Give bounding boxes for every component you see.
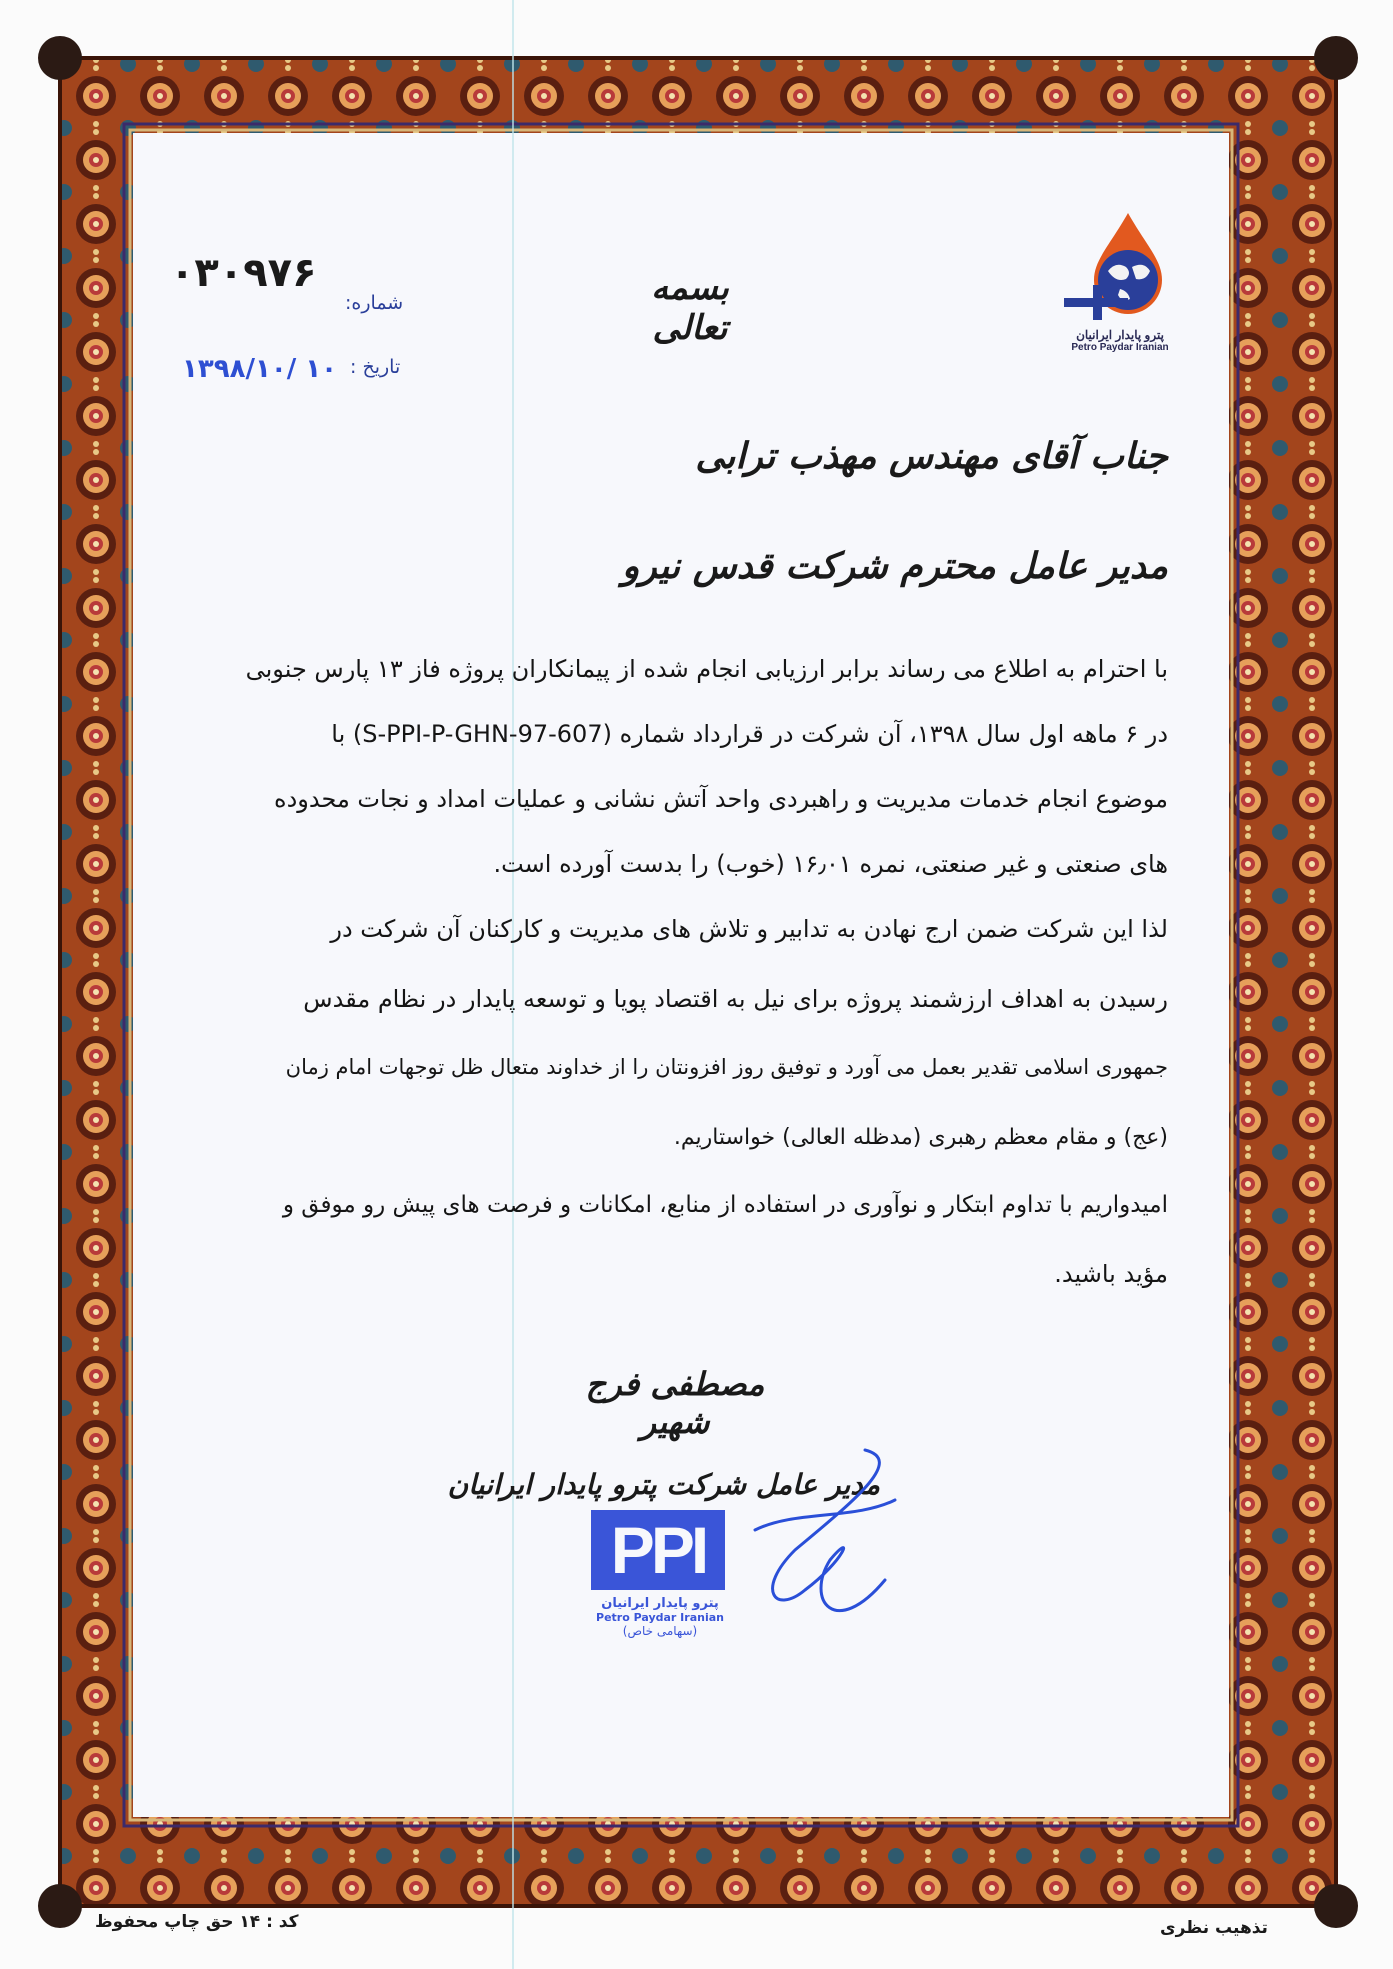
letter-number (160, 250, 420, 314)
body-line: لذا این شرکت ضمن ارج نهادن به تدابیر و تلاش های مدیریت و کارکنان آن شرکت در (330, 915, 1168, 943)
date-value: ۱۳۹۸/۱۰/ ۱۰ (182, 354, 337, 384)
company-logo (1050, 205, 1190, 375)
stamp-line-2: Petro Paydar Iranian (596, 1611, 724, 1624)
footer-code: کد : ۱۴ حق چاپ محفوظ (95, 1912, 299, 1932)
logo-name-en: Petro Paydar Iranian (1071, 342, 1169, 353)
stamp-line-3: (سهامی خاص) (622, 1624, 698, 1638)
signatory-name: مصطفی فرج شهیر (585, 1365, 765, 1441)
body-line: رسیدن به اهداف ارزشمند پروژه برای نیل به اقتصاد پویا و توسعه پایدار در نظام مقدس (303, 985, 1168, 1013)
footer-illuminator: تذهیب نظری (1160, 1918, 1268, 1938)
body-line: با احترام به اطلاع می رساند برابر ارزیابی انجام شده از پیمانکاران پروژه فاز ۱۳ پارس جنوبی (245, 655, 1168, 683)
number-label: شماره: (345, 292, 404, 314)
recipient-line-2: مدیر عامل محترم شرکت قدس نیرو (622, 545, 1168, 587)
number-value: ۰۳۰۹۷۶ (170, 250, 317, 296)
handwritten-signature (735, 1440, 905, 1660)
body-line: موضوع انجام خدمات مدیریت و راهبردی واحد آتش نشانی و عملیات امداد و نجات محدوده (274, 785, 1168, 813)
recipient-line-1: جناب آقای مهندس مهذب ترابی (695, 435, 1168, 477)
body-line: های صنعتی و غیر صنعتی، نمره ۱۶٫۰۱ (خوب) را بدست آورده است. (493, 850, 1168, 878)
date-label: تاریخ : (350, 356, 401, 378)
stamp-line-1: پترو پایدار ایرانیان (601, 1596, 719, 1611)
body-line: مؤید باشید. (1054, 1260, 1168, 1288)
company-stamp (585, 1510, 735, 1670)
stamp-letters: PPI (591, 1510, 725, 1590)
invocation-heading: بسمه تعالی (651, 268, 729, 348)
body-line: (عج) و مقام معظم رهبری (مدظله العالی) خواستاریم. (673, 1125, 1168, 1150)
logo-name-fa: پترو پایدار ایرانیان (1076, 328, 1164, 342)
letter-date (170, 352, 430, 392)
drop-globe-icon (1050, 205, 1190, 320)
body-line: امیدواریم با تداوم ابتکار و نوآوری در استفاده از منابع، امکانات و فرصت های پیش رو موفق و (282, 1192, 1168, 1218)
body-line: جمهوری اسلامی تقدیر بعمل می آورد و توفیق روز افزونتان را از خداوند متعال ظل توجهات امام زمان (285, 1055, 1168, 1079)
signatory-title: مدیر عامل شرکت پترو پایدار ایرانیان (447, 1468, 880, 1501)
body-line: در ۶ ماهه اول سال ۱۳۹۸، آن شرکت در قرارداد شماره (S-PPI-P-GHN-97-607) با (331, 720, 1168, 748)
